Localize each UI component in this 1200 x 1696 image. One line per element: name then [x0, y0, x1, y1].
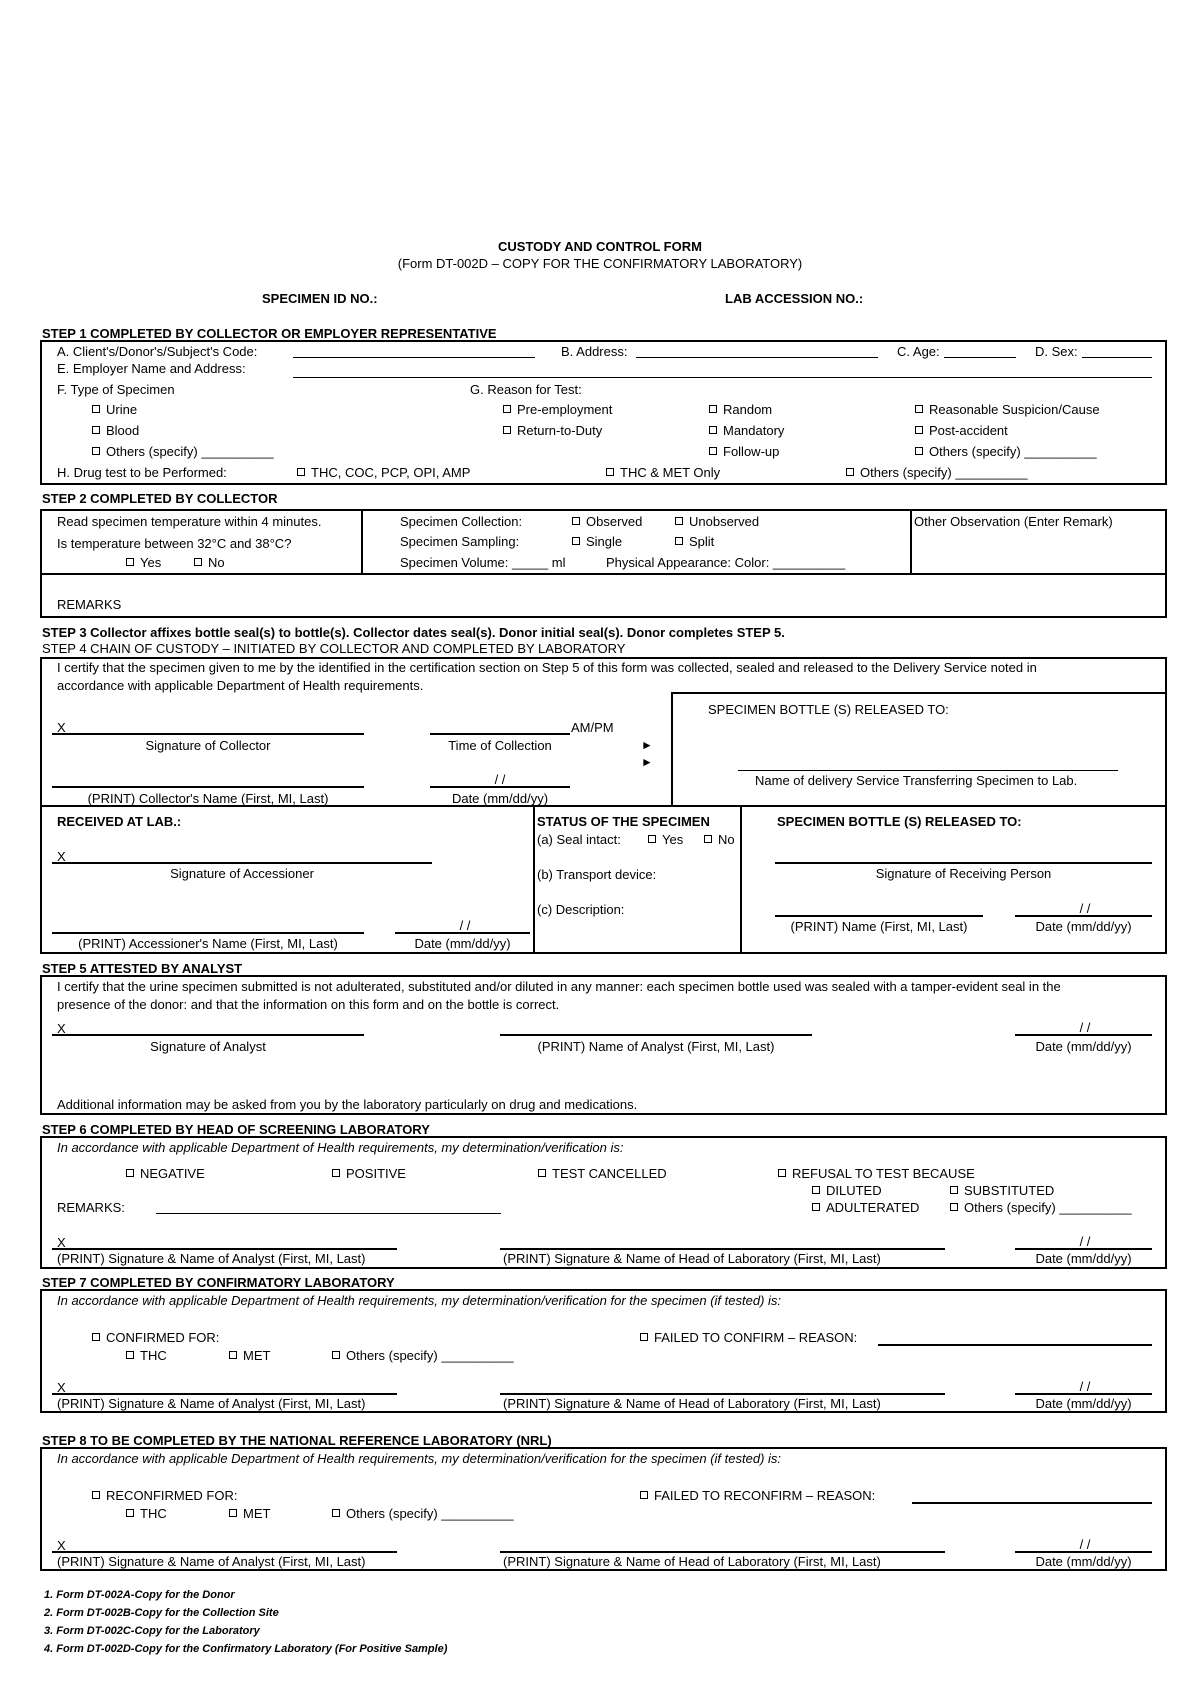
step7-heading: STEP 7 COMPLETED BY CONFIRMATORY LABORATORY	[42, 1275, 395, 1290]
blood-checkbox[interactable]: Blood	[92, 424, 139, 437]
step8-head-label: (PRINT) Signature & Name of Head of Laboratory (First, MI, Last)	[503, 1554, 881, 1569]
reconfirm-reason-field[interactable]	[912, 1502, 1152, 1504]
footnote-1: 1. Form DT-002A-Copy for the Donor	[44, 1589, 235, 1601]
receiving-date-slashes: / /	[1079, 901, 1091, 916]
temp-question-text: Is temperature between 32°C and 38°C?	[57, 536, 292, 551]
step4-heading: STEP 4 CHAIN OF CUSTODY – INITIATED BY COLLECTOR AND COMPLETED BY LABORATORY	[42, 641, 626, 656]
sex-label: D. Sex:	[1035, 344, 1078, 359]
time-collection-label: Time of Collection	[448, 738, 552, 753]
step7-analyst-label: (PRINT) Signature & Name of Analyst (First, MI, Last)	[57, 1396, 366, 1411]
mandatory-checkbox[interactable]: Mandatory	[709, 424, 784, 437]
lab-accession-label: LAB ACCESSION NO.:	[725, 291, 864, 306]
step2-divider	[361, 509, 363, 575]
analyst-signature-label: Signature of Analyst	[150, 1039, 266, 1054]
step4-rule	[40, 805, 1167, 807]
address-field[interactable]	[636, 357, 878, 358]
step7-x-mark: X	[57, 1380, 66, 1395]
accessioner-date-field[interactable]	[395, 932, 530, 934]
seal-intact-label: (a) Seal intact:	[537, 832, 621, 847]
step6-intro: In accordance with applicable Department of Health requirements, my determination/verification is:	[57, 1140, 624, 1155]
accessioner-name-field[interactable]	[52, 932, 364, 934]
reasonable-suspicion-checkbox[interactable]: Reasonable Suspicion/Cause	[915, 403, 1100, 416]
step8-thc-checkbox[interactable]: THC	[126, 1507, 167, 1520]
step5-heading: STEP 5 ATTESTED BY ANALYST	[42, 961, 243, 976]
footnote-3: 3. Form DT-002C-Copy for the Laboratory	[44, 1625, 260, 1637]
additional-info-text: Additional information may be asked from you by the laboratory particularly on drug and medications.	[57, 1097, 638, 1112]
type-of-specimen-label: F. Type of Specimen	[57, 382, 175, 397]
step8-date-field[interactable]	[1015, 1551, 1152, 1553]
step8-others-checkbox[interactable]: Others (specify) __________	[332, 1507, 514, 1520]
analyst-date-field[interactable]	[1015, 1034, 1152, 1036]
step7-analyst-field[interactable]	[52, 1393, 397, 1395]
address-label: B. Address:	[561, 344, 628, 359]
step7-thc-checkbox[interactable]: THC	[126, 1349, 167, 1362]
urine-checkbox[interactable]: Urine	[92, 403, 137, 416]
step2-heading: STEP 2 COMPLETED BY COLLECTOR	[42, 491, 278, 506]
observed-checkbox[interactable]: Observed	[572, 515, 642, 528]
step3-heading: STEP 3 Collector affixes bottle seal(s) to bottle(s). Collector dates seal(s). Donor initial seal(s). Donor completes STEP 5.	[42, 625, 785, 640]
reason-for-test-label: G. Reason for Test:	[470, 382, 582, 397]
drug-test-label: H. Drug test to be Performed:	[57, 465, 227, 480]
others-reason-checkbox[interactable]: Others (specify) __________	[915, 445, 1097, 458]
follow-up-checkbox[interactable]: Follow-up	[709, 445, 779, 458]
failed-reason-field[interactable]	[878, 1344, 1152, 1346]
volume-field[interactable]: Specimen Volume: _____ ml	[400, 555, 566, 570]
time-collection-field[interactable]	[430, 733, 570, 735]
step8-x-mark: X	[57, 1538, 66, 1553]
confirmed-for-checkbox[interactable]: CONFIRMED FOR:	[92, 1331, 219, 1344]
drug-panel-5-checkbox[interactable]: THC, COC, PCP, OPI, AMP	[297, 466, 470, 479]
footnote-2: 2. Form DT-002B-Copy for the Collection Site	[44, 1607, 279, 1619]
analyst-date-slashes: / /	[1079, 1020, 1091, 1035]
analyst-name-field[interactable]	[500, 1034, 812, 1036]
step6-analyst-field[interactable]	[52, 1248, 397, 1250]
step8-date-slashes: / /	[1079, 1537, 1091, 1552]
step8-heading: STEP 8 TO BE COMPLETED BY THE NATIONAL REFERENCE LABORATORY (NRL)	[42, 1433, 552, 1448]
step6-date-slashes: / /	[1079, 1234, 1091, 1249]
failed-to-confirm-checkbox[interactable]: FAILED TO CONFIRM – REASON:	[640, 1331, 857, 1344]
arrow-right-icon: ►	[641, 755, 653, 769]
remarks-label: REMARKS	[57, 597, 122, 612]
age-field[interactable]	[944, 357, 1016, 358]
step6-remarks-field[interactable]	[156, 1213, 501, 1214]
step7-head-field[interactable]	[500, 1393, 945, 1395]
collector-name-field[interactable]	[52, 786, 364, 788]
drug-thc-met-checkbox[interactable]: THC & MET Only	[606, 466, 720, 479]
ampm-label: AM/PM	[571, 720, 614, 735]
test-cancelled-checkbox[interactable]: TEST CANCELLED	[538, 1167, 667, 1180]
released-to-bottom-label: SPECIMEN BOTTLE (S) RELEASED TO:	[777, 814, 1022, 829]
form-subtitle: (Form DT-002D – COPY FOR THE CONFIRMATORY LABORATORY)	[397, 256, 803, 271]
analyst-x-mark: X	[57, 1021, 66, 1036]
description-label: (c) Description:	[537, 902, 625, 917]
step4-certify-line2: accordance with applicable Department of Health requirements.	[57, 678, 424, 693]
seal-no-checkbox[interactable]: No	[704, 833, 735, 846]
return-to-duty-checkbox[interactable]: Return-to-Duty	[503, 424, 602, 437]
negative-checkbox[interactable]: NEGATIVE	[126, 1167, 205, 1180]
receiving-signature-label: Signature of Receiving Person	[875, 866, 1052, 881]
client-code-label: A. Client's/Donor's/Subject's Code:	[57, 344, 258, 359]
receiving-date-label: Date (mm/dd/yy)	[1035, 919, 1132, 934]
collection-date-field[interactable]	[430, 786, 570, 788]
accessioner-signature-field[interactable]	[52, 862, 432, 864]
temp-yes-checkbox[interactable]: Yes	[126, 556, 161, 569]
client-code-field[interactable]	[293, 357, 535, 358]
step4-certify-line1: I certify that the specimen given to me by the identified in the certification section on Step 5 of this form was collected, sealed and released to the Delivery Service noted in	[57, 660, 1037, 675]
accessioner-x-mark: X	[57, 849, 66, 864]
other-observation-label: Other Observation (Enter Remark)	[914, 514, 1113, 529]
step4-divider	[740, 805, 742, 954]
form-title: CUSTODY AND CONTROL FORM	[498, 239, 702, 254]
sex-field[interactable]	[1082, 357, 1152, 358]
collection-label: Specimen Collection:	[400, 514, 523, 529]
diluted-checkbox[interactable]: DILUTED	[812, 1184, 882, 1197]
step8-head-field[interactable]	[500, 1551, 945, 1553]
step4-divider	[671, 692, 673, 805]
step7-met-checkbox[interactable]: MET	[229, 1349, 270, 1362]
step7-intro: In accordance with applicable Department of Health requirements, my determination/verification for the specimen (if tested) is:	[57, 1293, 782, 1308]
released-to-top-label: SPECIMEN BOTTLE (S) RELEASED TO:	[708, 702, 949, 717]
step6-analyst-label: (PRINT) Signature & Name of Analyst (First, MI, Last)	[57, 1251, 366, 1266]
step6-date-label: Date (mm/dd/yy)	[1035, 1251, 1132, 1266]
accessioner-signature-label: Signature of Accessioner	[170, 866, 314, 881]
status-heading: STATUS OF THE SPECIMEN	[537, 814, 710, 829]
appearance-field[interactable]: Physical Appearance: Color: __________	[606, 555, 846, 570]
collector-signature-label: Signature of Collector	[145, 738, 271, 753]
refusal-checkbox[interactable]: REFUSAL TO TEST BECAUSE	[778, 1167, 975, 1180]
random-checkbox[interactable]: Random	[709, 403, 772, 416]
step8-analyst-field[interactable]	[52, 1551, 397, 1553]
step6-date-field[interactable]	[1015, 1248, 1152, 1250]
temp-read-text: Read specimen temperature within 4 minutes.	[57, 514, 322, 529]
step6-remarks-label: REMARKS:	[57, 1200, 125, 1215]
step7-date-field[interactable]	[1015, 1393, 1152, 1395]
step8-intro: In accordance with applicable Department of Health requirements, my determination/verification for the specimen (if tested) is:	[57, 1451, 782, 1466]
reconfirmed-for-checkbox[interactable]: RECONFIRMED FOR:	[92, 1489, 237, 1502]
temp-no-checkbox[interactable]: No	[194, 556, 225, 569]
step6-heading: STEP 6 COMPLETED BY HEAD OF SCREENING LABORATORY	[42, 1122, 430, 1137]
unobserved-checkbox[interactable]: Unobserved	[675, 515, 759, 528]
transport-device-label: (b) Transport device:	[537, 867, 657, 882]
footnote-4: 4. Form DT-002D-Copy for the Confirmatory Laboratory (For Positive Sample)	[44, 1643, 448, 1655]
collector-signature-field[interactable]	[52, 733, 364, 735]
failed-to-reconfirm-checkbox[interactable]: FAILED TO RECONFIRM – REASON:	[640, 1489, 875, 1502]
seal-yes-checkbox[interactable]: Yes	[648, 833, 683, 846]
employer-label: E. Employer Name and Address:	[57, 361, 246, 376]
split-checkbox[interactable]: Split	[675, 535, 714, 548]
receiving-date-field[interactable]	[1015, 915, 1152, 917]
drug-others-checkbox[interactable]: Others (specify) __________	[846, 466, 1028, 479]
single-checkbox[interactable]: Single	[572, 535, 622, 548]
step7-date-label: Date (mm/dd/yy)	[1035, 1396, 1132, 1411]
receiving-name-field[interactable]	[775, 915, 983, 917]
positive-checkbox[interactable]: POSITIVE	[332, 1167, 406, 1180]
analyst-signature-field[interactable]	[52, 1034, 364, 1036]
step2-divider	[910, 509, 912, 575]
step7-others-checkbox[interactable]: Others (specify) __________	[332, 1349, 514, 1362]
collector-name-label: (PRINT) Collector's Name (First, MI, Last)	[87, 791, 329, 806]
step1-heading: STEP 1 COMPLETED BY COLLECTOR OR EMPLOYER REPRESENTATIVE	[42, 326, 497, 341]
delivery-service-field[interactable]	[738, 770, 1118, 771]
age-label: C. Age:	[897, 344, 940, 359]
step6-x-mark: X	[57, 1235, 66, 1250]
post-accident-checkbox[interactable]: Post-accident	[915, 424, 1008, 437]
step6-head-label: (PRINT) Signature & Name of Head of Laboratory (First, MI, Last)	[503, 1251, 881, 1266]
step6-head-field[interactable]	[500, 1248, 945, 1250]
step8-met-checkbox[interactable]: MET	[229, 1507, 270, 1520]
step5-certify-line2: presence of the donor: and that the information on this form and on the bottle is correct.	[57, 997, 560, 1012]
remarks-box[interactable]	[40, 573, 1167, 618]
collector-x-mark: X	[57, 720, 66, 735]
collection-date-slashes: / /	[494, 772, 506, 787]
analyst-name-label: (PRINT) Name of Analyst (First, MI, Last)	[537, 1039, 775, 1054]
accessioner-date-slashes: / /	[459, 918, 471, 933]
step7-head-label: (PRINT) Signature & Name of Head of Laboratory (First, MI, Last)	[503, 1396, 881, 1411]
sampling-label: Specimen Sampling:	[400, 534, 520, 549]
step8-analyst-label: (PRINT) Signature & Name of Analyst (First, MI, Last)	[57, 1554, 366, 1569]
step5-certify-line1: I certify that the urine specimen submitted is not adulterated, substituted and/or diluted in any manner: each specimen bottle used was sealed with a tamper-evident seal in the	[57, 979, 1061, 994]
received-lab-label: RECEIVED AT LAB.:	[57, 814, 182, 829]
step4-rule	[671, 692, 1167, 694]
step6-others-checkbox[interactable]: Others (specify) __________	[950, 1201, 1132, 1214]
collection-date-label: Date (mm/dd/yy)	[451, 791, 549, 806]
analyst-date-label: Date (mm/dd/yy)	[1035, 1039, 1132, 1054]
specimen-id-label: SPECIMEN ID NO.:	[262, 291, 378, 306]
receiving-signature-field[interactable]	[775, 862, 1152, 864]
accessioner-date-label: Date (mm/dd/yy)	[414, 936, 511, 951]
others-type-checkbox[interactable]: Others (specify) __________	[92, 445, 274, 458]
receiving-name-label: (PRINT) Name (First, MI, Last)	[790, 919, 968, 934]
step8-date-label: Date (mm/dd/yy)	[1035, 1554, 1132, 1569]
adulterated-checkbox[interactable]: ADULTERATED	[812, 1201, 919, 1214]
pre-employment-checkbox[interactable]: Pre-employment	[503, 403, 612, 416]
employer-field[interactable]	[293, 377, 1152, 378]
arrow-right-icon: ►	[641, 738, 653, 752]
delivery-service-label: Name of delivery Service Transferring Specimen to Lab.	[755, 773, 1078, 788]
accessioner-name-label: (PRINT) Accessioner's Name (First, MI, Last)	[78, 936, 338, 951]
substituted-checkbox[interactable]: SUBSTITUTED	[950, 1184, 1054, 1197]
step7-date-slashes: / /	[1079, 1379, 1091, 1394]
